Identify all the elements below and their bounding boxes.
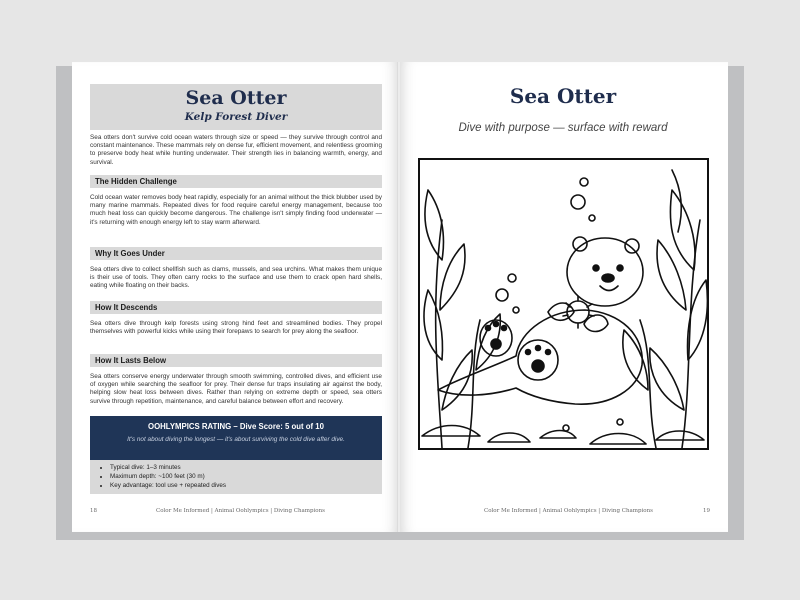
page-subtitle: Dive with purpose — surface with reward <box>458 122 668 134</box>
section-heading: Why It Goes Under <box>90 247 382 260</box>
page-footer: Color Me Informed | Animal Oohlympics | Diving Champions <box>156 508 325 514</box>
sea-otter-coloring-illustration <box>418 158 709 450</box>
page-footer: Color Me Informed | Animal Oohlympics | Diving Champions <box>484 508 653 514</box>
left-page <box>72 62 398 532</box>
section-text: Cold ocean water removes body heat rapidly, especially for an animal without the thick blubber used by many marine mammals. Repeated dives for food require careful energy management, because too much heat loss can quickly become dangerous. The challenge isn't simply finding food underwater — it's returning with enough energy left to stay warm afterward. <box>90 194 382 226</box>
section-heading: How It Lasts Below <box>90 354 382 367</box>
page-title: Sea Otter <box>185 87 287 109</box>
seafloor-rocks-icon <box>422 419 704 444</box>
rating-facts <box>90 460 382 494</box>
section-heading: The Hidden Challenge <box>90 175 382 188</box>
intro-paragraph: Sea otters don't survive cold ocean waters through size or speed — they survive through control and constant maintenance. These mammals rely on dense fur, efficient movement, and relentless grooming to preserve body heat while hunting underwater. Their strength lies in balancing warmth, energy, and survival. <box>90 134 382 166</box>
rating-title: OOHLYMPICS RATING – Dive Score: 5 out of 10 <box>148 422 324 431</box>
kelp-right-icon <box>623 170 707 448</box>
right-page <box>400 62 728 532</box>
page-number: 18 <box>90 508 97 514</box>
kelp-left-icon <box>424 190 500 448</box>
section-heading: How It Descends <box>90 301 382 314</box>
fact-item: • Typical dive: 1–3 minutes <box>110 463 382 472</box>
section-text: Sea otters conserve energy underwater through smooth swimming, controlled dives, and efficient use of oxygen while searching the seafloor for prey. Their dense fur traps insulating air against the body, helping slow heat loss between dives. Rather than relying on extreme depth or speed, sea otters survive through repetition, maintenance, and careful balance between effort and recovery. <box>90 373 382 405</box>
title-box <box>90 84 382 130</box>
section-text: Sea otters dive to collect shellfish such as clams, mussels, and sea urchins. What makes them unique is their use of tools. They often carry rocks to the surface and use them to crack open hard shells, eating while floating on their backs. <box>90 266 382 290</box>
fact-item: • Key advantage: tool use + repeated dives <box>110 481 382 490</box>
page-subtitle: Kelp Forest Diver <box>184 111 288 123</box>
section-text: Sea otters dive through kelp forests using strong hind feet and streamlined bodies. They propel themselves with powerful kicks while using their forepaws to search for prey along the seafloor. <box>90 320 382 336</box>
page-number: 19 <box>703 508 710 514</box>
rating-subtitle: It's not about diving the longest — it's about surviving the cold dive after dive. <box>127 436 345 443</box>
fact-item: • Maximum depth: ~100 feet (30 m) <box>110 472 382 481</box>
rating-box <box>90 416 382 460</box>
page-title: Sea Otter <box>509 84 617 108</box>
